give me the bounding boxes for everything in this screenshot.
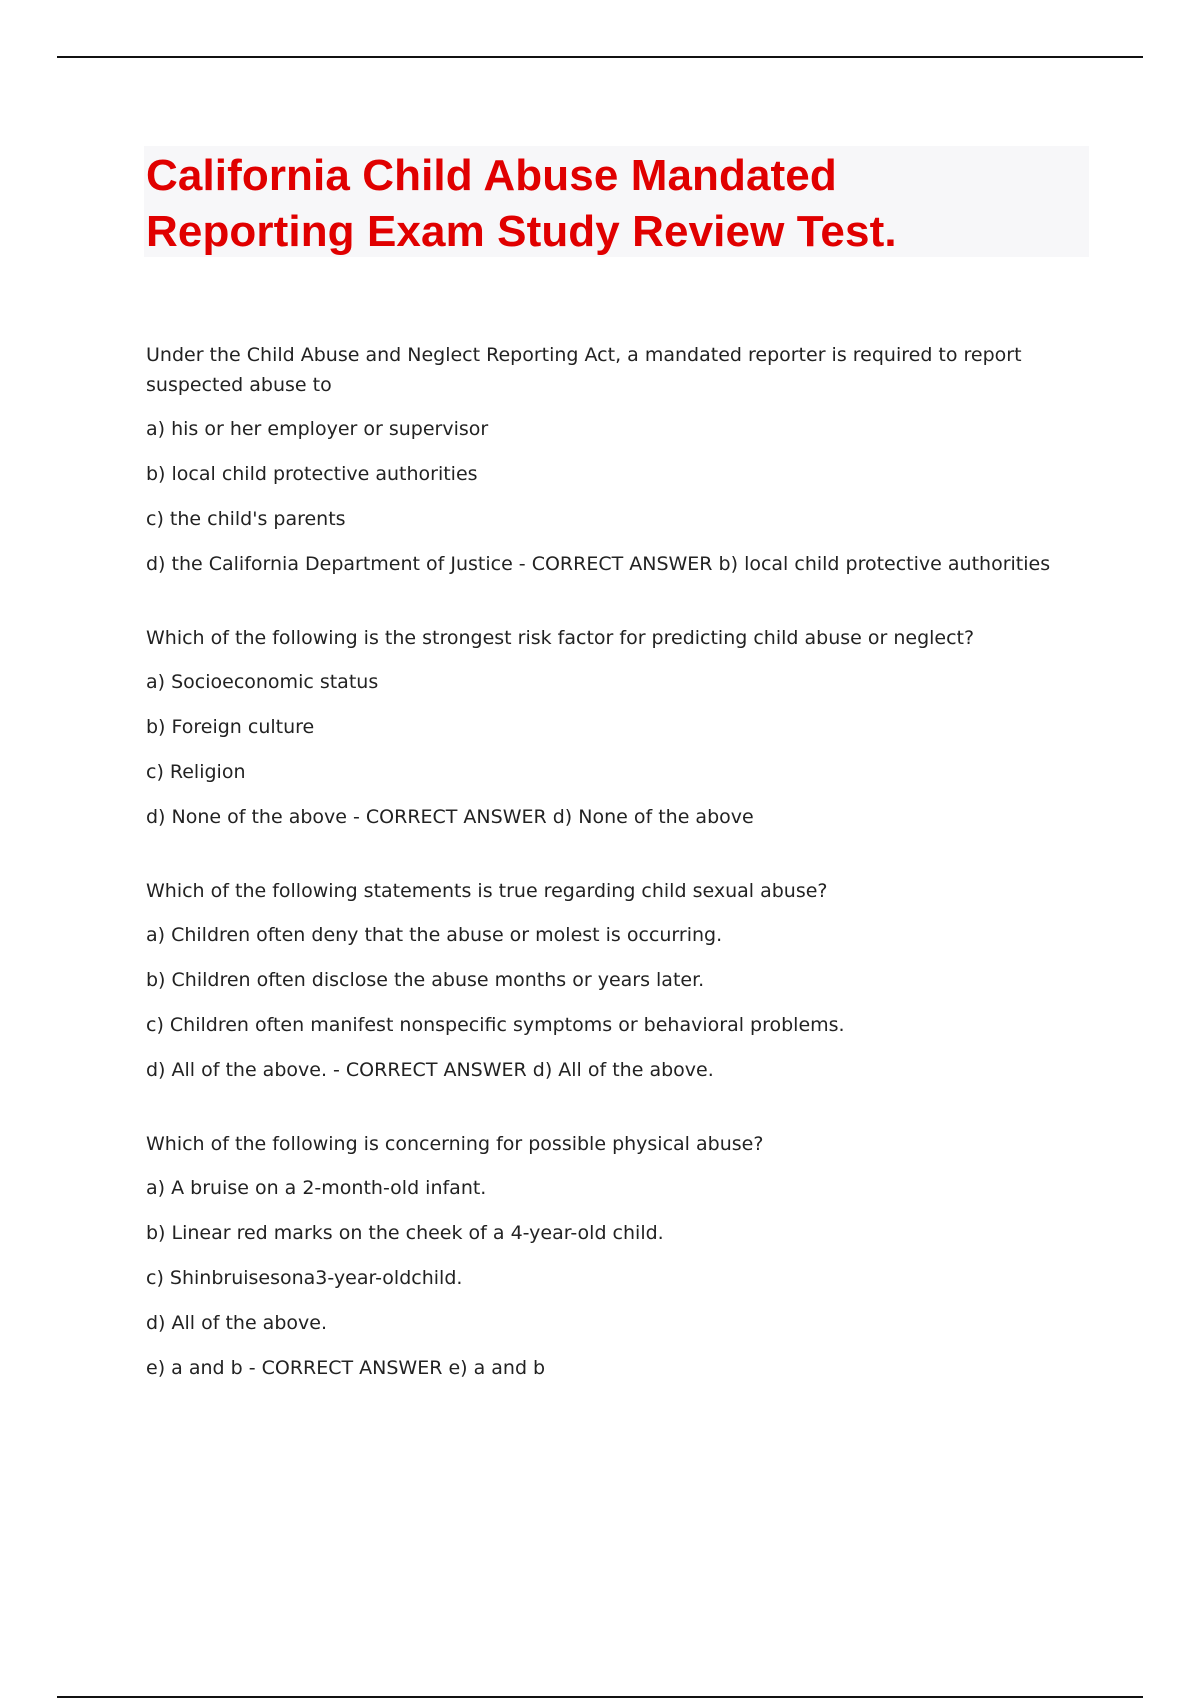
answer-option: b) Linear red marks on the cheek of a 4-year-old child. <box>146 1222 664 1244</box>
title-band <box>144 146 1089 257</box>
answer-option: b) local child protective authorities <box>146 463 478 485</box>
document-title <box>144 146 1089 260</box>
answer-option: c) Religion <box>146 761 246 783</box>
question-4 <box>146 1129 1086 1383</box>
top-horizontal-rule <box>57 56 1143 58</box>
question-stem: Which of the following statements is true regarding child sexual abuse? <box>146 880 828 902</box>
question-stem: Which of the following is the strongest risk factor for predicting child abuse or neglect? <box>146 627 975 649</box>
answer-option-with-correct-answer: d) All of the above. - CORRECT ANSWER d) All of the above. <box>146 1059 714 1081</box>
answer-option: d) All of the above. <box>146 1312 327 1334</box>
answer-option-with-correct-answer: d) None of the above - CORRECT ANSWER d) None of the above <box>146 806 754 828</box>
answer-option: c) Shinbruisesona3-year-oldchild. <box>146 1267 463 1289</box>
answer-option: a) Children often deny that the abuse or molest is occurring. <box>146 924 723 946</box>
question-2 <box>146 623 1086 832</box>
question-stem: Under the Child Abuse and Neglect Reporting Act, a mandated reporter is required to report suspected abuse to <box>146 344 1022 396</box>
answer-option: c) Children often manifest nonspecific symptoms or behavioral problems. <box>146 1014 845 1036</box>
answer-option: b) Children often disclose the abuse months or years later. <box>146 969 705 991</box>
answer-option: a) A bruise on a 2-month-old infant. <box>146 1177 487 1199</box>
answer-option: c) the child's parents <box>146 508 346 530</box>
question-3 <box>146 876 1086 1085</box>
title-line-2: Reporting Exam Study Review Test. <box>146 207 897 256</box>
answer-option-with-correct-answer: d) the California Department of Justice - CORRECT ANSWER b) local child protective authorities <box>146 553 1051 575</box>
bottom-horizontal-rule <box>57 1696 1143 1698</box>
question-stem: Which of the following is concerning for possible physical abuse? <box>146 1133 764 1155</box>
answer-option-with-correct-answer: e) a and b - CORRECT ANSWER e) a and b <box>146 1357 546 1379</box>
answer-option: b) Foreign culture <box>146 716 315 738</box>
answer-option: a) his or her employer or supervisor <box>146 418 489 440</box>
questions-list <box>146 340 1086 1427</box>
answer-option: a) Socioeconomic status <box>146 671 379 693</box>
question-1 <box>146 340 1086 579</box>
title-line-1: California Child Abuse Mandated <box>146 151 837 200</box>
